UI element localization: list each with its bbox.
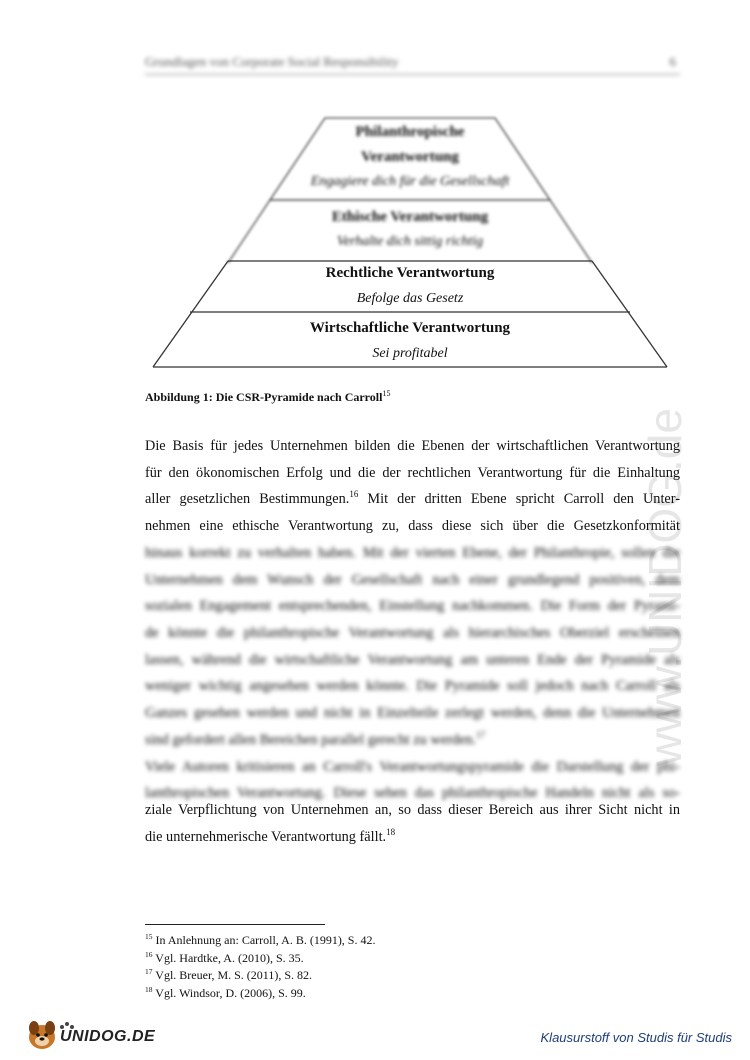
pyramid-level-philanthropic bbox=[150, 121, 670, 193]
level-title: Philanthropische bbox=[355, 124, 465, 140]
footnote bbox=[145, 983, 375, 1001]
text-line: sozialen Engagement entsprechenden, Einstellung nachkommen. Die Form der Pyrami- bbox=[145, 598, 680, 615]
footnote-text: Vgl. Hardtke, A. (2010), S. 35. bbox=[155, 950, 304, 965]
text-line: lanthropischen Verantwortung. Diese sehen das philanthropische Handeln nicht als so- bbox=[145, 785, 680, 802]
text-line: de könnte die philanthropische Verantwortung als hierarchisches Oberziel erscheinen bbox=[145, 625, 680, 642]
footnote-separator bbox=[145, 924, 325, 925]
text-line: Viele Autoren kritisieren an Carroll's Verantwortungspyramide die Darstellung der phi- bbox=[145, 758, 680, 775]
pyramid-level-legal bbox=[150, 262, 670, 314]
footnote-number: 17 bbox=[145, 967, 153, 976]
text-line: ziale Verpflichtung von Unternehmen an, so dass dieser Bereich aus ihrer Sicht nicht in bbox=[145, 802, 680, 818]
text-line: Unternehmen dem Wunsch der Gesellschaft nach einer grundlegend positiven, dem bbox=[145, 571, 680, 588]
text-line bbox=[145, 486, 680, 513]
level-title: Verantwortung bbox=[361, 149, 459, 165]
footnote-number: 15 bbox=[145, 932, 153, 941]
footnote-ref: 16 bbox=[349, 489, 359, 500]
footnote bbox=[145, 930, 375, 948]
text-line: lassen, während die wirtschaftliche Verantwortung am unteren Ende der Pyramide als bbox=[145, 651, 680, 668]
text-line bbox=[145, 727, 680, 754]
level-title: Rechtliche Verantwortung bbox=[325, 265, 495, 281]
footnote-number: 18 bbox=[145, 984, 153, 994]
caption-footnote-ref: 15 bbox=[382, 389, 391, 398]
footnote-text: Vgl. Windsor, D. (2006), S. 99. bbox=[155, 985, 306, 1000]
text-line: weniger wichtig angesehen werden könnte. Die Pyramide soll jedoch nach Carroll als bbox=[145, 678, 680, 695]
blurred-paragraph bbox=[145, 540, 680, 807]
watermark: www.UNIDOG.de bbox=[639, 408, 691, 766]
text-segment: Mit der dritten Ebene spricht Carroll den Unter- bbox=[358, 491, 681, 508]
pyramid-level-ethical bbox=[150, 205, 670, 255]
pyramid-level-economic bbox=[150, 317, 670, 369]
page-number: 6 bbox=[669, 54, 676, 69]
logo-text: UNIDOG.DE bbox=[60, 1028, 156, 1045]
footnote-number: 16 bbox=[145, 949, 153, 959]
level-subtitle: Verhalte dich sittig richtig bbox=[336, 234, 484, 249]
level-title: Wirtschaftliche Verantwortung bbox=[309, 320, 511, 336]
text-line: Ganzes gesehen werden und nicht in Einzelteile zerlegt werden, denn die Unternehmen bbox=[145, 705, 680, 722]
body-paragraph-end bbox=[145, 797, 680, 850]
header-title: Grundlagen von Corporate Social Responsibility bbox=[145, 54, 399, 69]
text-line: Die Basis für jedes Unternehmen bilden die Ebenen der wirtschaftlichen Verantwortung bbox=[145, 438, 680, 454]
level-subtitle: Sei profitabel bbox=[372, 346, 448, 361]
level-subtitle: Befolge das Gesetz bbox=[356, 291, 464, 306]
text-segment: sind gefordert allen Bereichen parallel gerecht zu werden. bbox=[145, 731, 477, 748]
body-paragraph bbox=[145, 433, 680, 540]
footnotes bbox=[145, 930, 375, 1000]
page-header bbox=[145, 52, 680, 75]
footnote bbox=[145, 948, 375, 966]
level-title: Ethische Verantwortung bbox=[331, 209, 489, 225]
text-segment: aller gesetzlichen Bestimmungen. bbox=[145, 491, 350, 508]
footnote-ref: 17 bbox=[476, 730, 486, 741]
footer-slogan: Klausurstoff von Studis für Studis bbox=[540, 1030, 732, 1045]
text-line: für den ökonomischen Erfolg und die der rechtlichen Verantwortung für die Einhaltung bbox=[145, 464, 680, 481]
footnote-text: Vgl. Breuer, M. S. (2011), S. 82. bbox=[155, 968, 313, 982]
text-line bbox=[145, 824, 680, 851]
footnote-text: In Anlehnung an: Carroll, A. B. (1991), S. 42. bbox=[155, 933, 376, 947]
text-segment: die unternehmerische Verantwortung fällt. bbox=[145, 828, 387, 845]
figure-caption bbox=[145, 389, 390, 405]
footnote bbox=[145, 965, 375, 983]
text-line: hinaus korrekt zu verhalten haben. Mit der vierten Ebene, der Philanthropie, sollen die bbox=[145, 545, 680, 561]
footnote-ref: 18 bbox=[386, 826, 396, 837]
text-line: nehmen eine ethische Verantwortung zu, dass diese sich über die Gesetzkonformität bbox=[145, 518, 680, 535]
caption-text: Abbildung 1: Die CSR-Pyramide nach Carroll bbox=[145, 390, 383, 404]
level-subtitle: Engagiere dich für die Gesellschaft bbox=[310, 174, 510, 189]
